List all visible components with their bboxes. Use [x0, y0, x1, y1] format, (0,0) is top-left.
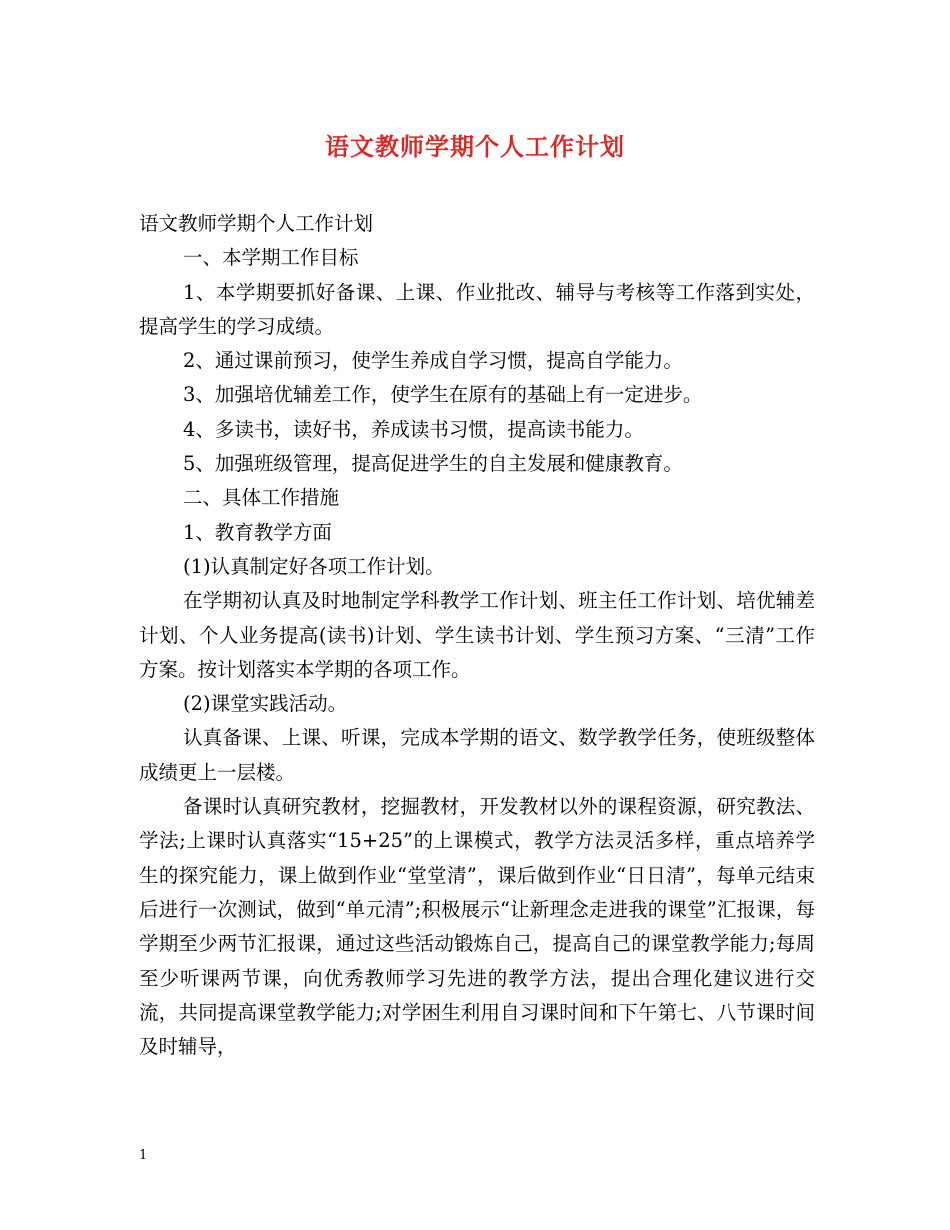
paragraph: 语文教师学期个人工作计划 [139, 212, 374, 235]
paragraph: 5、加强班级管理，提高促进学生的自主发展和健康教育。 [183, 452, 683, 476]
paragraph: 4、多读书，读好书，养成读书习惯，提高读书能力。 [183, 417, 644, 441]
paragraph: 1、教育教学方面 [183, 520, 332, 544]
paragraph: 备课时认真研究教材，挖掘教材，开发教材以外的课程资源，研究教法、学法;上课时认真落实“15+25”的上课模式，教学方法灵活多样，重点培养学生的探究能力，课上做到作业“堂堂清”，课后做到作业“日日清”，每单元结束后进行一次测试，做到“单元清”;积极展示“让新理念走进我的课堂”汇报课，每学期至少两节汇报课，通过这些活动锻炼自己，提高自己的课堂教学能力;每周至少听课两节课，向优秀教师学习先进的教学方法，提出合理化建议进行交流，共同提高课堂教学能力;对学困生利用自习课时间和下午第七、八节课时间及时辅导， [139, 795, 815, 1059]
paragraph: 在学期初认真及时地制定学科教学工作计划、班主任工作计划、培优辅差计划、个人业务提高(读书)计划、学生读书计划、学生预习方案、“三清”工作方案。按计划落实本学期的各项工作。 [139, 589, 815, 681]
paragraph: 1、本学期要抓好备课、上课、作业批改、辅导与考核等工作落到实处，提高学生的学习成绩。 [139, 280, 815, 338]
paragraph: 认真备课、上课、听课，完成本学期的语文、数学教学任务，使班级整体成绩更上一层楼。 [139, 726, 815, 784]
paragraph: 二、具体工作措施 [183, 486, 340, 510]
paragraph: 一、本学期工作目标 [183, 246, 359, 270]
paragraph: (1)认真制定好各项工作计划。 [183, 554, 445, 578]
document-title: 语文教师学期个人工作计划 [325, 132, 625, 161]
paragraph: 3、加强培优辅差工作，使学生在原有的基础上有一定进步。 [183, 383, 703, 407]
paragraph: (2)课堂实践活动。 [183, 692, 348, 716]
document-body [139, 207, 815, 1064]
page-number: 1 [139, 1148, 148, 1163]
paragraph: 2、通过课前预习，使学生养成自学习惯，提高自学能力。 [183, 349, 683, 373]
